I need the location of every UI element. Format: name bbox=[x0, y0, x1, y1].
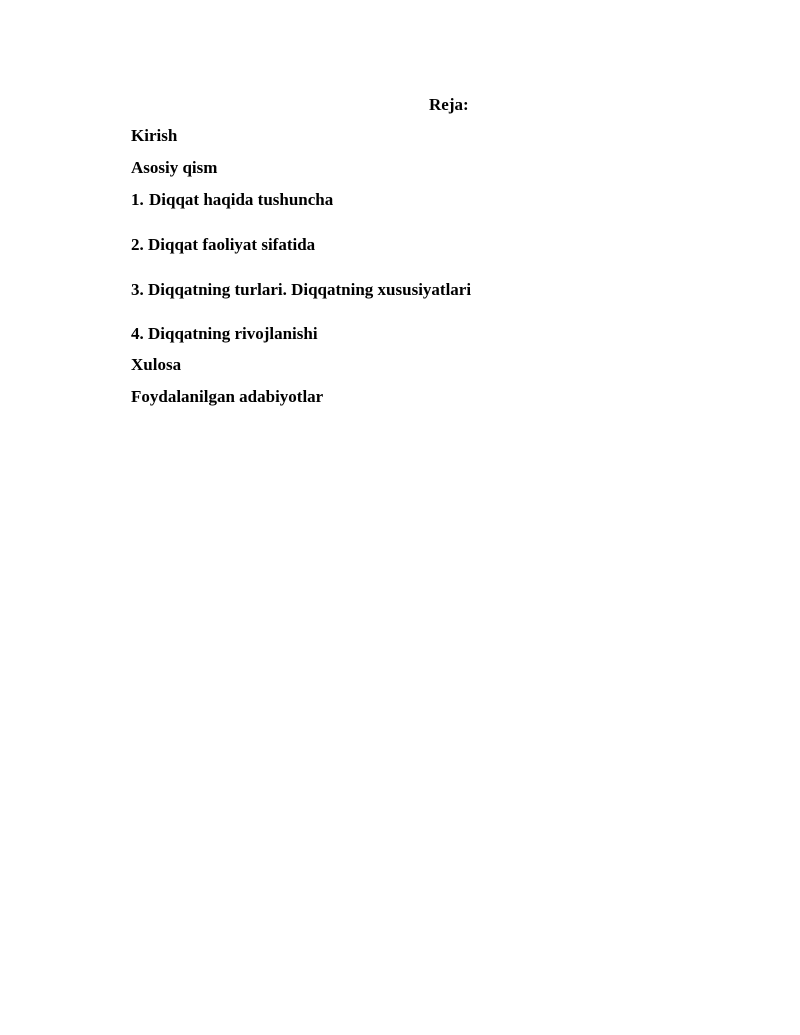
outline-item-1 bbox=[131, 189, 333, 211]
outline-intro: Kirish bbox=[131, 126, 178, 145]
outline-conclusion: Xulosa bbox=[131, 355, 182, 374]
outline-references: Foydalanilgan adabiyotlar bbox=[131, 387, 324, 406]
outline-item-3: 3. Diqqatning turlari. Diqqatning xususiyatlari bbox=[131, 280, 472, 299]
outline-main-part: Asosiy qism bbox=[131, 158, 218, 177]
page-title: Reja: bbox=[429, 95, 469, 114]
outline-item-2: 2. Diqqat faoliyat sifatida bbox=[131, 235, 316, 254]
outline-item-1-text: Diqqat haqida tushuncha bbox=[149, 190, 334, 209]
outline-item-1-number: 1. bbox=[131, 190, 144, 209]
outline-item-4: 4. Diqqatning rivojlanishi bbox=[131, 324, 318, 343]
